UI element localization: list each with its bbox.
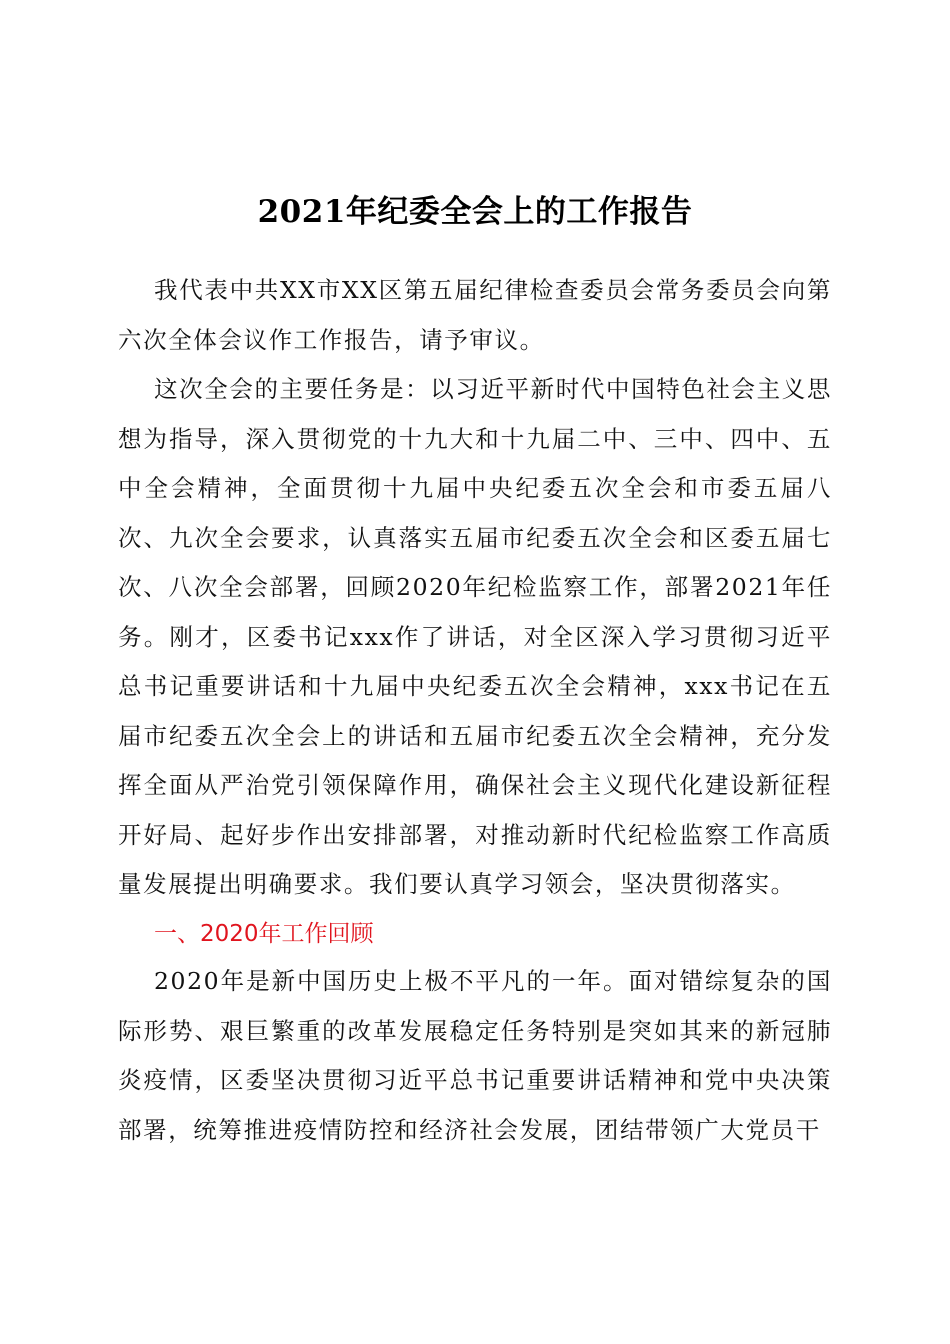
review-paragraph: 2020年是新中国历史上极不平凡的一年。面对错综复杂的国际形势、艰巨繁重的改革发展稳定任务特别是突如其来的新冠肺炎疫情，区委坚决贯彻习近平总书记重要讲话精神和党中央决策部署，统筹推进疫情防控和经济社会发展，团结带领广大党员干 — [118, 967, 832, 1144]
intro-paragraph: 我代表中共XX市XX区第五届纪律检查委员会常务委员会向第六次全体会议作工作报告，请予审议。 — [118, 276, 832, 354]
document-title: 2021年纪委全会上的工作报告 — [257, 194, 693, 230]
task-paragraph: 这次全会的主要任务是：以习近平新时代中国特色社会主义思想为指导，深入贯彻党的十九大和十九届二中、三中、四中、五中全会精神，全面贯彻十九届中央纪委五次全会和市委五届八次、九次全会要求，认真落实五届市纪委五次全会和区委五届七次、八次全会部署，回顾2020年纪检监察工作，部署2021年任务。刚才，区委书记xxx作了讲话，对全区深入学习贯彻习近平总书记重要讲话和十九届中央纪委五次全会精神，xxx书记在五届市纪委五次全会上的讲话和五届市纪委五次全会精神，充分发挥全面从严治党引领保障作用，确保社会主义现代化建设新征程开好局、起好步作出安排部署，对推动新时代纪检监察工作高质量发展提出明确要求。我们要认真学习领会，坚决贯彻落实。 — [118, 375, 832, 898]
section-heading: 一、2020年工作回顾 — [154, 921, 374, 947]
